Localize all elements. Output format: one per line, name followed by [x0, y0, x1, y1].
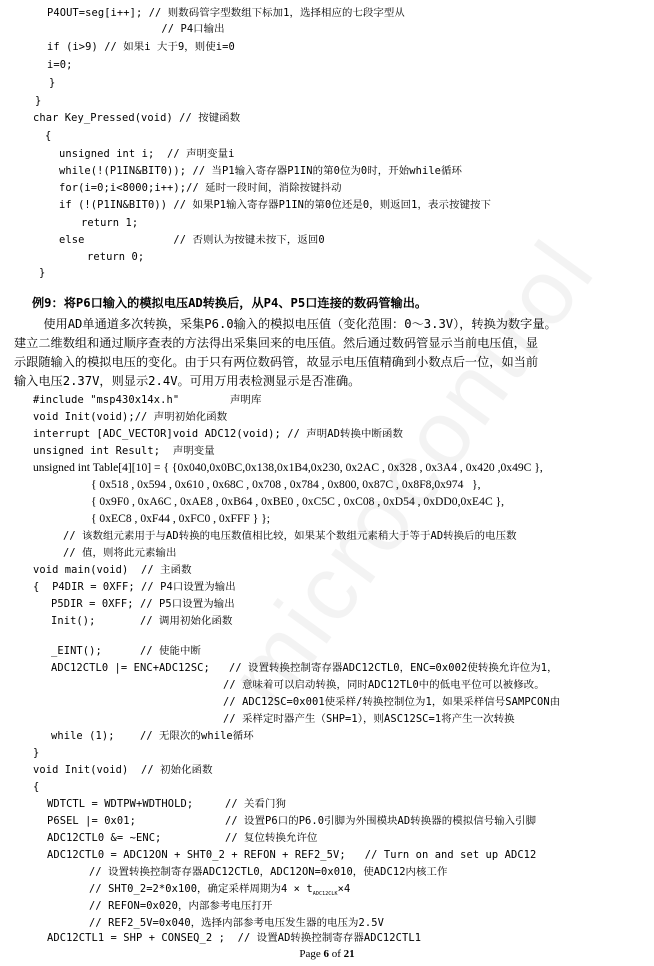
code-line: char Key_Pressed(void) // 按键函数 [33, 112, 241, 124]
page-footer [0, 948, 654, 960]
code-line: // 意味着可以启动转换，同时ADC12TL0中的低电平位可以被修改。 [223, 679, 545, 691]
page-number: 6 [323, 948, 329, 960]
paragraph-line: 输入电压2.37V，则显示2.4V。可用万用表检测显示是否准确。 [14, 374, 361, 388]
code-line: // 采样定时器产生（SHP=1），则ASC12SC=1将产生一次转换 [223, 713, 515, 725]
code-line: else // 否则认为按键未按下，返回0 [59, 234, 325, 246]
code-line: #include "msp430x14x.h" 声明库 [33, 394, 262, 406]
code-line: interrupt [ADC_VECTOR]void ADC12(void); // 声明AD转换中断函数 [33, 428, 403, 440]
code-line: P5DIR = 0XFF; // P5口设置为输出 [51, 598, 235, 610]
code-line: ADC12CTL0 = ADC12ON + SHT0_2 + REFON + REF2_5V; // Turn on and set up ADC12 [47, 849, 537, 861]
code-text: // SHT0_2=2*0x100，确定采样周期为4 × t [89, 883, 313, 895]
code-line: { 0x518 , 0x594 , 0x610 , 0x68C , 0x708 , 0x784 , 0x800, 0x87C , 0x8F8,0x974 }, [33, 478, 481, 491]
code-line: // P4口输出 [47, 23, 225, 35]
code-line: while(!(P1IN&BIT0)); // 当P1输入寄存器P1IN的第0位为0时，开始while循环 [59, 165, 463, 177]
paragraph-line: 使用AD单通道多次转换，采集P6.0输入的模拟电压值（变化范围：0～3.3V），转换为数字量。 [14, 317, 557, 331]
code-line: { P4DIR = 0XFF; // P4口设置为输出 [33, 581, 236, 593]
footer-of: of [328, 948, 344, 960]
code-line: _EINT(); // 使能中断 [51, 645, 202, 657]
code-line: // 该数组元素用于与AD转换的电压数值相比较，如果某个数组元素稍大于等于AD转换后的电压数 [63, 530, 517, 542]
code-line: // 值，则将此元素输出 [63, 547, 177, 559]
page-total: 21 [343, 948, 355, 960]
code-line: } [35, 95, 42, 107]
code-line: { [33, 781, 40, 793]
code-line: { [45, 130, 52, 142]
code-line: ADC12CTL0 |= ENC+ADC12SC; // 设置转换控制寄存器ADC12CTL0，ENC=0x002使转换允许位为1， [51, 662, 558, 674]
code-line: // REFON=0x020，内部参考电压打开 [89, 900, 273, 912]
code-line: { 0x9F0 , 0xA6C , 0xAE8 , 0xB64 , 0xBE0 , 0xC5C , 0xC08 , 0xD54 , 0xDD0,0xE4C }, [33, 495, 505, 508]
subscript: ADC12CLK [312, 891, 338, 898]
code-line: while (1); // 无限次的while循环 [51, 730, 254, 742]
code-line: WDTCTL = WDTPW+WDTHOLD; // 关看门狗 [47, 798, 286, 810]
code-line: { 0xEC8 , 0xF44 , 0xFC0 , 0xFFF } }; [33, 512, 271, 525]
code-line: } [49, 77, 56, 89]
code-line: unsigned int i; // 声明变量i [59, 148, 235, 160]
code-line: if (!(P1IN&BIT0)) // 如果P1输入寄存器P1IN的第0位还是0，则返回1，表示按键按下 [59, 199, 491, 211]
code-line: } [39, 267, 46, 279]
code-line: void main(void) // 主函数 [33, 564, 192, 576]
code-line: // 设置转换控制寄存器ADC12CTL0，ADC12ON=0x010，使ADC12内核工作 [89, 866, 448, 878]
code-line: Init(); // 调用初始化函数 [51, 615, 233, 627]
footer-prefix: Page [299, 948, 324, 960]
code-line: P4OUT=seg[i++]; // 则数码管字型数组下标加1，选择相应的七段字型从 [47, 7, 405, 19]
code-line: // ADC12SC=0x001使采样/转换控制位为1，如果采样信号SAMPCON由 [223, 696, 561, 708]
paragraph-line: 示跟随输入的模拟电压的变化。由于只有两位数码管，故显示电压值精确到小数点后一位，如当前 [14, 355, 539, 369]
code-line: } [33, 747, 40, 759]
code-line: unsigned int Result; 声明变量 [33, 445, 215, 457]
code-line: void Init(void) // 初始化函数 [33, 764, 213, 776]
code-line: P6SEL |= 0x01; // 设置P6口的P6.0引脚为外围模块AD转换器的模拟信号输入引脚 [47, 815, 537, 827]
code-line: // REF2_5V=0x040，选择内部参考电压发生器的电压为2.5V [89, 917, 384, 929]
code-line: unsigned int Table[4][10] = { {0x040,0x0BC,0x138,0x1B4,0x230, 0x2AC , 0x328 , 0x3A4 , 0x420 ,0x49C }, [33, 461, 543, 474]
code-line: void Init(void);// 声明初始化函数 [33, 411, 228, 423]
code-line: if (i>9) // 如果i 大于9，则使i=0 [47, 41, 235, 53]
code-line: for(i=0;i<8000;i++);// 延时一段时间，消除按键抖动 [59, 182, 342, 194]
code-line: ADC12CTL1 = SHP + CONSEQ_2 ; // 设置AD转换控制寄存器ADC12CTL1 [47, 932, 422, 944]
paragraph-line: 建立二维数组和通过顺序查表的方法得出采集回来的电压值。然后通过数码管显示当前电压值，显 [14, 336, 539, 350]
code-line: return 1; [81, 217, 139, 229]
code-text: ×4 [337, 883, 351, 895]
code-line: return 0; [87, 251, 145, 263]
example-heading: 例9：将P6口输入的模拟电压AD转换后，从P4、P5口连接的数码管输出。 [32, 296, 428, 310]
code-line: i=0; [47, 59, 73, 71]
code-line: ADC12CTL0 &= ~ENC; // 复位转换允许位 [47, 832, 318, 844]
